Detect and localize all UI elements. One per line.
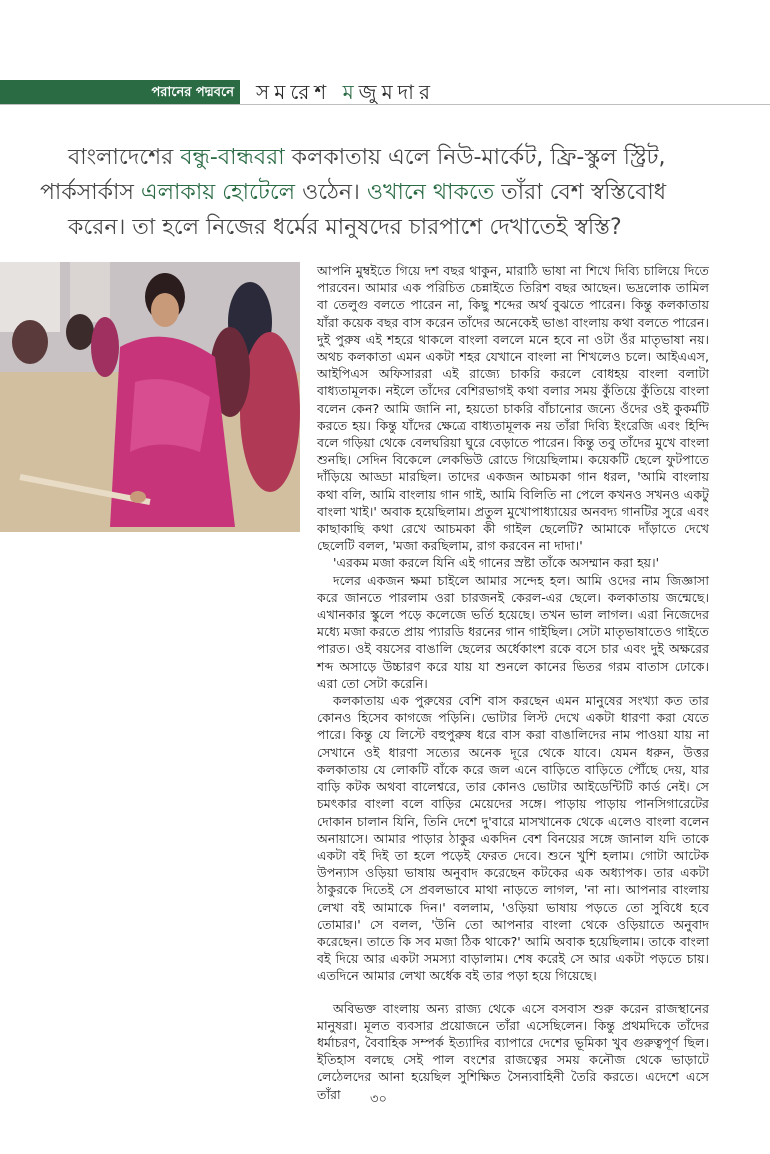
author-first: সমরেশ bbox=[256, 80, 332, 104]
pull-quote-line-2: পার্কসার্কাস এলাকায় হোটেলে ওঠেন। ওখানে থাকতে তাঁরা বেশ স্বস্তিবোধ bbox=[40, 180, 667, 205]
article-body bbox=[317, 258, 709, 1103]
column-title: পরানের পদ্মবনে bbox=[151, 85, 234, 100]
author-mid: ম bbox=[342, 80, 359, 104]
article-paragraph: দলের একজন ক্ষমা চাইলে আমার সন্দেহ হল। আমি ওদের নাম জিজ্ঞাসা করে জানতে পারলাম ওরা চারজনই কেরল-এর ছেলে। কলকাতায় জন্মেছে। এখানকার স্কুলে পড়ে কলেজে ভর্তি হয়েছে। তখন ভাল লাগল। এরা নিজেদের মধ্যে মজা করতে প্রায় প্যারডি ধরনের গান গাইছিল। সেটা মাতৃভাষাতেও গাইতে পারত। ওই বয়সের বাঙালি ছেলের অর্ধেকাংশ রকে বসে চার এবং দুই অক্ষরের শব্দ অসাড়ে উচ্চারণ করে যায় যা শুনলে কানের ভিতর গরম বাতাস ঢোকে। এরা তো সেটা করেনি। bbox=[317, 572, 709, 691]
column-banner bbox=[0, 80, 240, 104]
page-number: ৩০ bbox=[370, 1092, 387, 1107]
pull-quote-line-1: বাংলাদেশের বন্ধু-বান্ধবরা কলকাতায় এলে নিউ-মার্কেট, ফ্রি-স্কুল স্ট্রিট, bbox=[68, 145, 666, 170]
pull-quote bbox=[40, 140, 740, 245]
pull-quote-line-3: করেন। তা হলে নিজের ধর্মের মানুষদের চারপাশে দেখাতেই স্বস্তি? bbox=[68, 215, 622, 240]
pull-quote-highlight: ওখানে থাকতে bbox=[366, 180, 495, 205]
article-photo bbox=[0, 262, 300, 532]
author-rest: জুমদার bbox=[358, 80, 435, 104]
article-paragraph: আপনি মুম্বইতে গিয়ে দশ বছর থাকুন, মারাঠি ভাষা না শিখে দিব্যি চালিয়ে দিতে পারবেন। আমার এক পরিচিত চেন্নাইতে তিরিশ বছর আছেন। ভদ্রলোক তামিল বা তেলুগু বলতে পারেন না, কিছু শব্দের অর্থ বুঝতে পারেন। কিন্তু কলকাতায় যাঁরা কয়েক বছর বাস করেন তাঁদের অনেকেই ভাঙা বাংলায় কথা বলতে পারেন। দুই পুরুষ এই শহরে থাকলে বাংলা বললে মনে হবে না ওটা ওঁর মাতৃভাষা নয়। অথচ কলকাতা এমন একটা শহর যেখানে বাংলা না শিখলেও চলে। আইএএস, আইপিএস অফিসাররা এই রাজ্যে চাকরি করলে বোধহয় বাংলা বলাটা বাধ্যতামূলক। নইলে তাঁদের বেশিরভাগই কথা বলার সময় কুঁতিয়ে কুঁতিয়ে বাংলা বলেন কেন? আমি জানি না, হয়তো চাকরি বাঁচানোর জন্যে ওঁদের ওই কুকর্মটি করতে হয়। কিন্তু যাঁদের ক্ষেত্রে বাধ্যতামূলক নয় তাঁরা দিব্যি ইংরেজি এবং হিন্দি বলে গড়িয়া থেকে বেলঘরিয়া ঘুরে বেড়াতে পারেন। কিন্তু তবু তাঁদের মুখে বাংলা শুনছি। সেদিন বিকেলে লেকভিউ রোডে গিয়েছিলাম। কয়েকটি ছেলে ফুটপাতে দাঁড়িয়ে আড্ডা মারছিল। তাদের একজন আচমকা গান ধরল, 'আমি বাংলায় কথা বলি, আমি বাংলায় গান গাই, আমি বিলিতি না পেলে কখনও সখনও একটু বাংলা খাই।' অবাক হয়েছিলাম। প্রতুল মুখোপাধ্যায়ের অনবদ্য গানটির সুরে এবং কাছাকাছি কথা রেখে আচমকা কী গাইল ছেলেটি? আমাকে দাঁড়াতে দেখে ছেলেটি বলল, 'মজা করছিলাম, রাগ করবেন না দাদা।' bbox=[317, 263, 709, 554]
pull-quote-highlight: এলাকায় হোটেলে bbox=[140, 180, 296, 205]
author-name bbox=[256, 78, 435, 111]
dancers-photo-illustration bbox=[0, 262, 300, 532]
article-paragraph: কলকাতায় এক পুরুষের বেশি বাস করছেন এমন মানুষের সংখ্যা কত তার কোনও হিসেব কাগজে পড়িনি। ভোটার লিস্ট দেখে একটা ধারণা করা যেতে পারে। কিন্তু যে লিস্টে বহুপুরুষ ধরে বাস করা বাঙালিদের নাম পাওয়া যায় না সেখানে ওই ধারণা সত্যের অনেক দূরে থেকে যাবে। যেমন ধরুন, উত্তর কলকাতায় যে লোকটি বাঁকে করে জল এনে বাড়িতে বাড়িতে পৌঁছে দেয়, যার বাড়ি কটক অথবা বালেশ্বরে, তার কোনও ভোটার আইডেন্টিটি কার্ড নেই। সে চমৎকার বাংলা বলে বাড়ির মেয়েদের সঙ্গে। পাড়ায় পাড়ায় পানসিগারেটের দোকান চালান যিনি, তিনি দেশে দু'বারে মাসখানেক থেকে এলেও বাংলা বলেন অনায়াসে। আমার পাড়ার ঠাকুর একদিন বেশ বিনয়ের সঙ্গে জানাল যদি তাকে একটা বই দিই তা হলে পড়েই ফেরত দেবে। শুনে খুশি হলাম। গোটা আটেক উপন্যাস ওড়িয়া ভাষায় অনুবাদ করেছেন কটকের এক অধ্যাপক। তার একটা ঠাকুরকে দিতেই সে প্রবলভাবে মাথা নাড়তে লাগল, 'না না। আপনার বাংলায় লেখা বই আমাকে দিন।' বললাম, 'ওড়িয়া ভাষায় পড়তে তো সুবিধে হবে তোমার।' সে বলল, 'উনি তো আপনার বাংলা থেকে ওড়িয়াতে অনুবাদ করেছেন। তাতে কি সব মজা ঠিক থাকে?' আমি অবাক হয়েছিলাম। তাকে বাংলা বই দিয়ে আর একটা সমস্যা বাড়ালাম। শেষ করেই সে আর একটা পড়তে চায়। এতদিনে আমার লেখা অর্ধেক বই তার পড়া হয়ে গিয়েছে। bbox=[317, 693, 709, 984]
pull-quote-highlight: বন্ধু-বান্ধবরা bbox=[180, 145, 285, 170]
header-rule bbox=[0, 104, 770, 105]
article-paragraph: অবিভক্ত বাংলায় অন্য রাজ্য থেকে এসে বসবাস শুরু করেন রাজস্থানের মানুষরা। মূলত ব্যবসার প্রয়োজনে তাঁরা এসেছিলেন। কিন্তু প্রথমদিকে তাঁদের ধর্মাচরণ, বৈবাহিক সম্পর্ক ইত্যাদির ব্যাপারে দেশের ভূমিকা খুব গুরুত্বপূর্ণ ছিল। ইতিহাস বলছে সেই পাল বংশের রাজত্বের সময় কনৌজ থেকে ভাড়াটে লেঠেলদের আনা হয়েছিল সুশিক্ষিত সৈন্যবাহিনী তৈরি করতে। এদেশে এসে তাঁরা bbox=[317, 1000, 709, 1102]
article-paragraph: 'এরকম মজা করলে যিনি এই গানের স্রষ্টা তাঁকে অসম্মান করা হয়।' bbox=[333, 555, 660, 571]
